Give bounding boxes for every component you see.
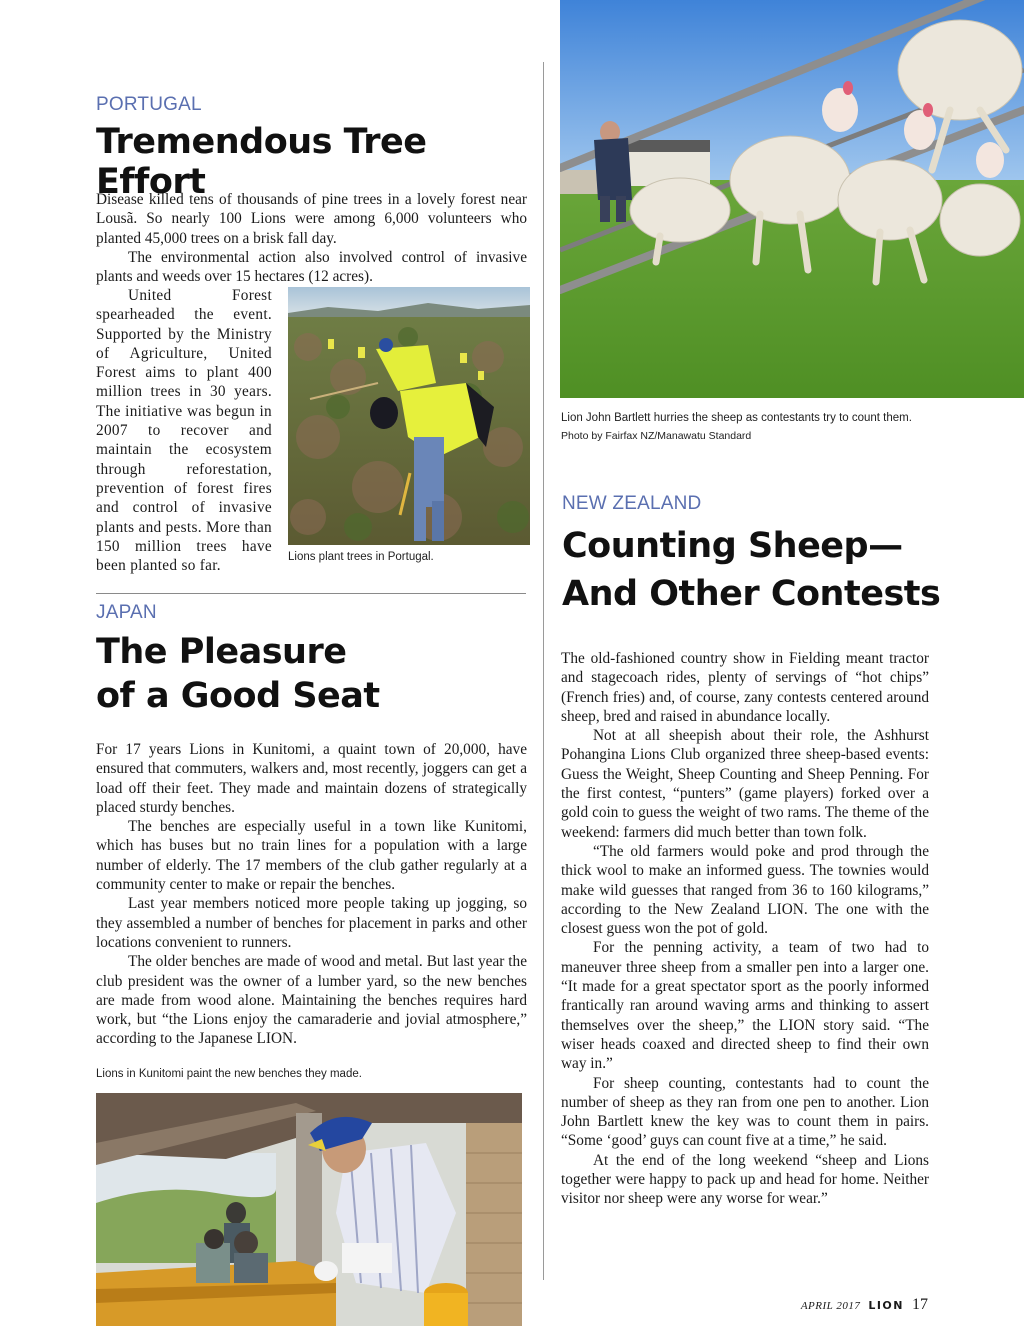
paragraph: At the end of the long weekend “sheep and Lions together were happy to pack up and head for home. Neither visitor nor sheep were any worse for wear.” [561, 1151, 929, 1208]
section-label-newzealand: NEW ZEALAND [562, 493, 702, 514]
paragraph: Not at all sheepish about their role, the Ashhurst Pohangina Lions Club organized three sheep-based events: Guess the Weight, Sheep Counting and Sheep Penning. For the first contest, “punters” (game players) forked over a gold coin to guess the weight of two rams. The theme of the weekend: farmers did much better than town folk. [561, 727, 929, 841]
japan-article [96, 602, 528, 718]
paragraph: Disease killed tens of thousands of pine trees in a lovely forest near Lousã. So nearly 100 Lions were among 6,000 volunteers who planted 45,000 trees on a brisk fall day. [96, 191, 527, 247]
japan-body [96, 740, 527, 1049]
caption-japan: Lions in Kunitomi paint the new benches they made. [96, 1068, 362, 1080]
section-divider [96, 593, 526, 594]
paragraph: The environmental action also involved control of invasive plants and weeds over 15 hectares (12 acres). [96, 248, 527, 286]
paragraph: The old-fashioned country show in Fielding meant tractor and stagecoach rides, plenty of servings of “hot chips” (French fries) and, of course, zany contests centered around sheep, bred and raised in abundance locally. [561, 650, 929, 725]
headline-japan [96, 630, 528, 718]
portugal-body-top [96, 190, 527, 286]
page-footer [801, 1296, 928, 1314]
column-divider [543, 62, 544, 1280]
photo-credit: Photo by Fairfax NZ/Manawatu Standard [561, 430, 752, 442]
paragraph: For the penning activity, a team of two had to maneuver three sheep from a smaller pen into a larger one. “It made for a great spectator sport as the poorly informed frantically ran around waving arms and thinking to assert themselves over the sheep,” the LION story said. “The wiser heads coaxed and directed sheep to find their own way in.” [561, 939, 929, 1073]
headline-newzealand-line2: And Other Contests [562, 574, 941, 614]
photo-portugal-tree-planting [288, 287, 530, 545]
page-number: 17 [912, 1296, 928, 1313]
headline-japan-line2: of a Good Seat [96, 676, 380, 716]
headline-portugal: Tremendous Tree Effort [96, 122, 427, 202]
headline-newzealand [562, 522, 1002, 618]
portugal-body-wrap [96, 286, 272, 575]
paragraph: “The old farmers would poke and prod through the thick wool to make an informed guess. The townies would make wild guesses that ranged from 36 to 160 kilograms,” according to the New Zealand LION. The one with the closest guess won the pot of gold. [561, 842, 929, 938]
caption-newzealand-photo: Lion John Bartlett hurries the sheep as contestants try to count them. [561, 412, 912, 424]
newzealand-body [561, 649, 929, 1209]
caption-portugal: Lions plant trees in Portugal. [288, 551, 434, 563]
paragraph: For 17 years Lions in Kunitomi, a quaint town of 20,000, have ensured that commuters, walkers and, most recently, joggers can get a load off their feet. They made and maintain dozens of strategically placed sturdy benches. [96, 741, 527, 816]
footer-magazine: LION [868, 1299, 904, 1312]
paragraph: The older benches are made of wood and metal. But last year the club president was the owner of a lumber yard, so the new benches are made from wood alone. Maintaining the benches requires hard work, but “the Lions enjoy the camaraderie and jovial atmosphere,” according to the Japanese LION. [96, 953, 527, 1048]
portugal-article [96, 94, 528, 202]
paragraph: The benches are especially useful in a town like Kunitomi, which has buses but no train lines for a population with a large number of elderly. The 17 members of the club gather regularly at a community center to make or repair the benches. [96, 818, 527, 894]
paragraph: United Forest spearheaded the event. Supported by the Ministry of Agriculture, United Forest aims to plant 400 million trees in 30 years. The initiative was begun in 2007 to recover and maintain the ecosystem through reforestation, prevention of forest fires and control of invasive plants and pests. More than 150 million trees have been planted so far. [96, 287, 272, 575]
photo-newzealand-sheep [560, 0, 1024, 398]
paragraph: For sheep counting, contestants had to count the number of sheep as they ran from one pen to another. Lion John Bartlett knew the key was to count them in pairs. “Some ‘good’ guys can count five at a time,” he said. [561, 1074, 929, 1150]
headline-japan-line1: The Pleasure [96, 632, 347, 672]
paragraph: Last year members noticed more people taking up jogging, so they assembled a number of benches for placement in parks and other locations convenient to runners. [96, 895, 527, 951]
photo-japan-bench-painting [96, 1093, 522, 1326]
section-label-japan: JAPAN [96, 602, 157, 623]
footer-issue: APRIL 2017 [800, 1300, 861, 1312]
section-label-portugal: PORTUGAL [96, 94, 202, 115]
headline-newzealand-line1: Counting Sheep— [562, 526, 903, 566]
newzealand-article [562, 493, 1002, 618]
